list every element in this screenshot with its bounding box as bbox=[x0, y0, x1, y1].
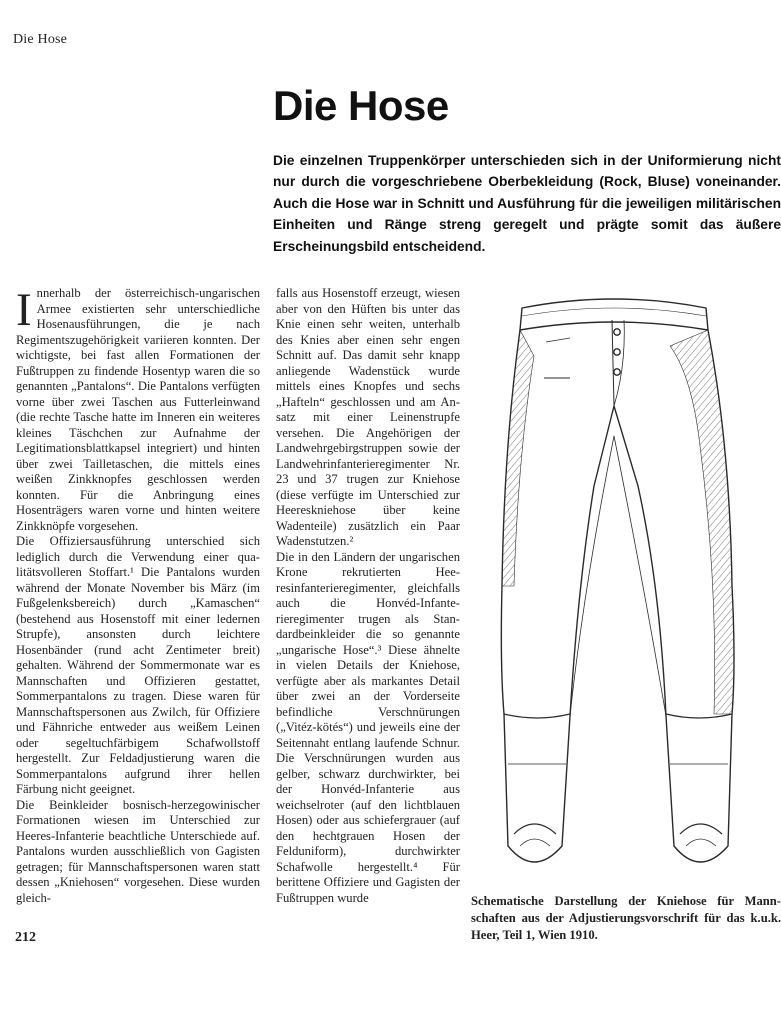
trousers-illustration bbox=[474, 286, 764, 880]
paragraph: Die Offiziersausführung unterschied sich lediglich durch die Verwendung einer qualitätsvolleren Stoffart.¹ Die Pantalons wurden während der Monate November bis März (im Fußgelenksbereich) durch „Kamaschen“ (bestehend aus Hosenstoff mit einer ledernen Strupfe), ansonsten durch leichtere Hosenbänder (rund acht Zentimeter breit) gehalten. Während der Sommermonate war es Mannschaften und Offizieren gestattet, Sommerpantalons zu tragen. Diese waren für Mannschaftspersonen aus Zwilch, für Offiziere und Fähnriche entweder aus weißem Leinen oder segeltuchfärbigem Schafwollstoff hergestellt. Zur Feldadjustierung waren die Sommerpantalons aufgrund ihrer hellen Färbung nicht geeignet. bbox=[16, 534, 260, 796]
paragraph: nnerhalb der österreichisch-ungarischen Armee existierten sehr unterschiedliche Hosenausführungen, die je nach Regimentszugehörigkeit variieren konnten. Der wichtigste, bei fast allen Formationen der Fußtruppen zu findende Hosentyp waren die so genannten „Pantalons“. Die Pantalons verfügten vorne über zwei Taschen aus Futterleinwand (die rechte Tasche hatte im Inneren ein weiteres kleines Täschchen zur Aufnahme der Legitimationsblattkapsel integriert) und hinten über zwei Tailletaschen, die mittels eines weißen Zinkknopfes geschlossen werden konnten. Für die Anbringung eines Hosenträgers waren vorne und hinten weitere Zinkknöpfe vorgesehen. bbox=[16, 286, 260, 533]
body-column-1 bbox=[16, 286, 260, 906]
article-title: Die Hose bbox=[273, 82, 449, 129]
trousers-drawing bbox=[474, 286, 764, 880]
paragraph: Die in den Ländern der ungarischen Krone rekrutierten Heeresinfanterieregimenter, gleichfalls auch die Honvéd-Infanterieregimenter trugen als Standardbeinkleider die so genannte „ungarische Hose“.³ Diese ähnelte in vielen Details der Kniehose, verfügte aber als markantes Detail über zwei an der Vorderseite befindliche Verschnürungen („Vitéz-kötés“) und jeweils eine der Seitennaht entlang laufende Schnur. Die Verschnürungen wurden aus gelber, schwarz durchwirkter, bei der Honvéd-Infanterie aus weichselroter (auf den lichtblauen Hosen) oder aus schiefergrauer (auf den hechtgrauen Hosen der Felduniform), durchwirkter Schafwolle hergestellt.⁴ Für berittene Offiziere und Gagisten der Fußtruppen wurde bbox=[276, 549, 460, 905]
paragraph: Die Beinkleider bosnisch-herzegowinischer Formationen wiesen im Unterschied zur Heeres-Infanterie beachtliche Unterschiede auf. Pantalons wurden ausschließlich von Gagisten getragen; für Mannschaftspersonen waren statt dessen „Kniehosen“ vorgesehen. Diese wurden gleich- bbox=[16, 797, 260, 905]
drop-cap: I bbox=[16, 284, 32, 336]
article-lead: Die einzelnen Truppenkörper unterschieden sich in der Uniformierung nicht nur durch die vorgeschriebene Oberbekleidung (Rock, Bluse) voneinander. Auch die Hose war in Schnitt und Ausführung für die jeweiligen militärischen Einheiten und Ränge streng geregelt und prägte somit das äußere Erscheinungsbild entscheidend. bbox=[273, 153, 781, 254]
page-number: 212 bbox=[15, 930, 36, 945]
figure-caption: Schematische Darstellung der Kniehose für Mannschaften aus der Adjustierungsvorschrift für das k.u.k. Heer, Teil 1, Wien 1910. bbox=[471, 894, 781, 942]
paragraph: falls aus Hosenstoff erzeugt, wiesen aber von den Hüften bis unter das Knie einen sehr weiten, unterhalb des Knies aber einen sehr engen Schnitt auf. Das damit sehr knapp anliegende Wadenstück wurde mittels eines Knopfes und sechs „Hafteln“ geschlossen und am Ansatz mit einer Leinenstrupfe versehen. Die Angehörigen der Landwehrgebirgstruppen sowie der Landwehrinfanterieregimenter Nr. 23 und 37 trugen zur Kniehose (diese verfügte im Unterschied zur Heereskniehose über keine Wadenteile) zusätzlich ein Paar Wadenstutzen.² bbox=[276, 286, 460, 548]
body-column-2 bbox=[276, 286, 460, 906]
running-head: Die Hose bbox=[13, 32, 68, 47]
